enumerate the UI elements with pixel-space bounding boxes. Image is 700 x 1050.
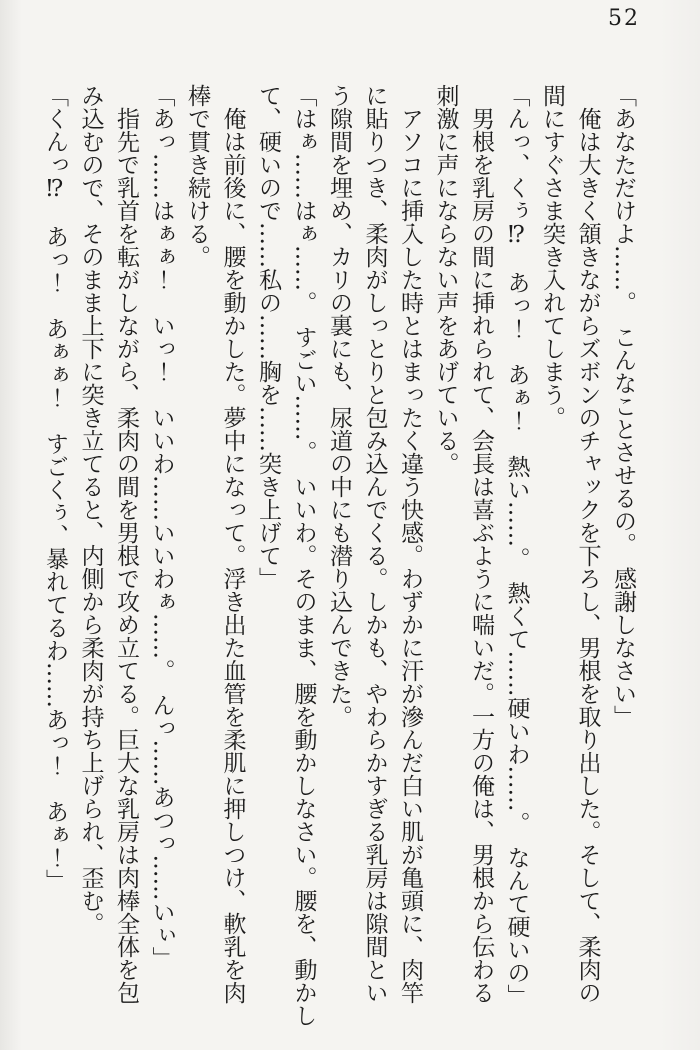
text-line: 「あなただけよ……。 こんなことさせるの。 感謝しなさい」 <box>610 84 636 728</box>
text-line: う隙間を埋め、カリの裏にも、尿道の中にも潜り込んできた。 <box>326 84 352 728</box>
text-line: 「んっ、くぅ⁉ あっ！ あぁ！ 熱い……。 熱くて……硬いわ……。 なんて硬いの」 <box>503 84 530 1007</box>
text-line: 俺は大きく頷きながらズボンのチャックを下ろし、男根を取り出した。そして、柔肉の <box>574 84 601 1004</box>
text-line: 刺激に声にならない声をあげている。 <box>432 84 459 475</box>
text-line: 「くんっ⁉ あっ！ あぁぁ！ すごくぅ、暴れてるわ……あっ！ あぁ！」 <box>42 84 68 892</box>
text-line: 間にすぐさま突き入れてしまう。 <box>539 84 565 429</box>
page-number: 52 <box>608 6 640 31</box>
text-line: み込むので、そのまま上下に突き立てると、内側から柔肉が持ち上げられ、歪む。 <box>77 84 104 935</box>
text-line: て、硬いので……私の……胸を……突き上げて」 <box>255 84 281 590</box>
text-line: 男根を乳房の間に挿れられて、会長は喜ぶように喘いだ。一方の俺は、男根から伝わる <box>468 84 494 1004</box>
text-line: 棒で貫き続ける。 <box>184 84 210 268</box>
text-line: 俺は前後に、腰を動かした。夢中になって。浮き出た血管を柔肌に押しつけ、軟乳を肉 <box>219 84 246 1004</box>
page-body <box>36 84 640 1050</box>
text-line: アソコに挿入した時とはまったく違う快感。わずかに汗が滲んだ白い肌が亀頭に、肉竿 <box>397 84 423 1004</box>
text-line: 指先で乳首を転がしながら、柔肉の間を男根で攻め立てる。巨大な乳房は肉棒全体を包 <box>113 84 139 1004</box>
text-line: 「あっ……はぁぁ！ いっ！ いいわ……いいわぁ……。 んっ……あつっ……いぃ」 <box>148 84 175 970</box>
text-line: 「はぁ……はぁ……。 すごい……。 いいわ。そのまま、腰を動かしなさい。腰を、動かし <box>290 84 317 1027</box>
text-line: に貼りつき、柔肉がしっとりと包み込んでくる。しかも、やわらかすぎる乳房は隙間とい <box>361 84 388 1004</box>
